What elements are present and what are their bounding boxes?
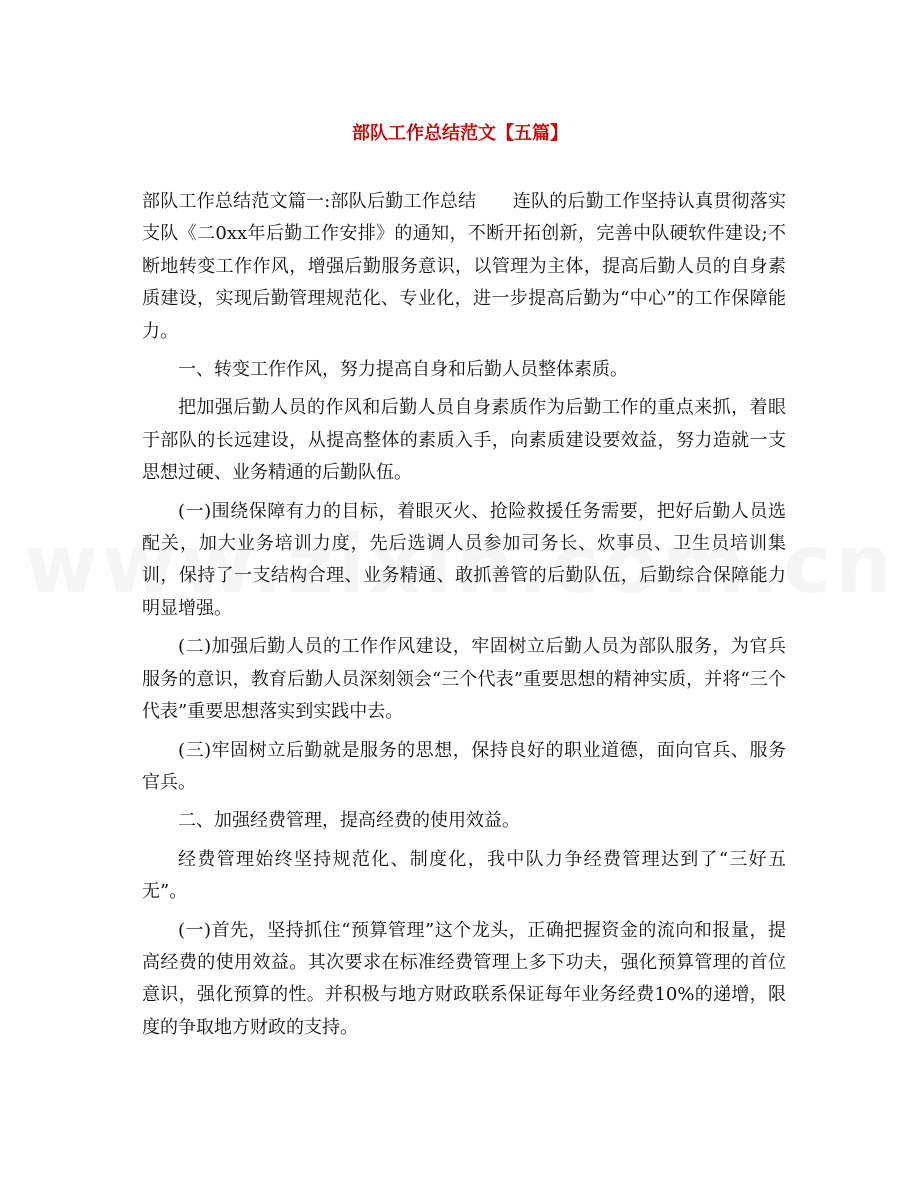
paragraph-8: 经费管理始终坚持规范化、制度化，我中队力争经费管理达到了“三好五无”。 [142, 848, 786, 903]
paragraph-1: 部队工作总结范文篇一:部队后勤工作总结 连队的后勤工作坚持认真贯彻落实支队《二0xx年后勤工作安排》的通知，不断开拓创新，完善中队硬软件建设;不断地转变工作作风，增强后勤服务意识，以管理为主体，提高后勤人员的自身素质建设，实现后勤管理规范化、专业化，进一步提高后勤为“中心”的工作保障能力。 [142, 191, 786, 342]
paragraph-6: (三)牢固树立后勤就是服务的思想，保持良好的职业道德，面向官兵、服务官兵。 [142, 739, 786, 793]
document-body [142, 186, 786, 1050]
paragraph-7: 二、加强经费管理，提高经费的使用效益。 [178, 810, 520, 832]
paragraph-3: 把加强后勤人员的作风和后勤人员自身素质作为后勤工作的重点来抓，着眼于部队的长远建设，从提高整体的素质入手，向素质建设要效益，努力造就一支思想过硬、业务精通的后勤队伍。 [142, 397, 786, 484]
paragraph-2: 一、转变工作作风，努力提高自身和后勤人员整体素质。 [178, 359, 628, 381]
paragraph-5: (二)加强后勤人员的工作作风建设，牢固树立后勤人员为部队服务，为官兵服务的意识，教育后勤人员深刻领会“三个代表”重要思想的精神实质，并将“三个代表”重要思想落实到实践中去。 [142, 636, 786, 723]
document-title: 部队工作总结范文【五篇】 [352, 123, 568, 144]
paragraph-4: (一)围绕保障有力的目标，着眼灭火、抢险救援任务需要，把好后勤人员选配关，加大业务培训力度，先后选调人员参加司务长、炊事员、卫生员培训集训，保持了一支结构合理、业务精通、敢抓善管的后勤队伍，后勤综合保障能力明显增强。 [142, 500, 786, 619]
paragraph-9: (一)首先，坚持抓住“预算管理”这个龙头，正确把握资金的流向和报量，提高经费的使用效益。其次要求在标准经费管理上多下功夫，强化预算管理的首位意识，强化预算的性。并积极与地方财政联系保证每年业务经费10%的递增，限度的争取地方财政的支持。 [142, 919, 786, 1038]
